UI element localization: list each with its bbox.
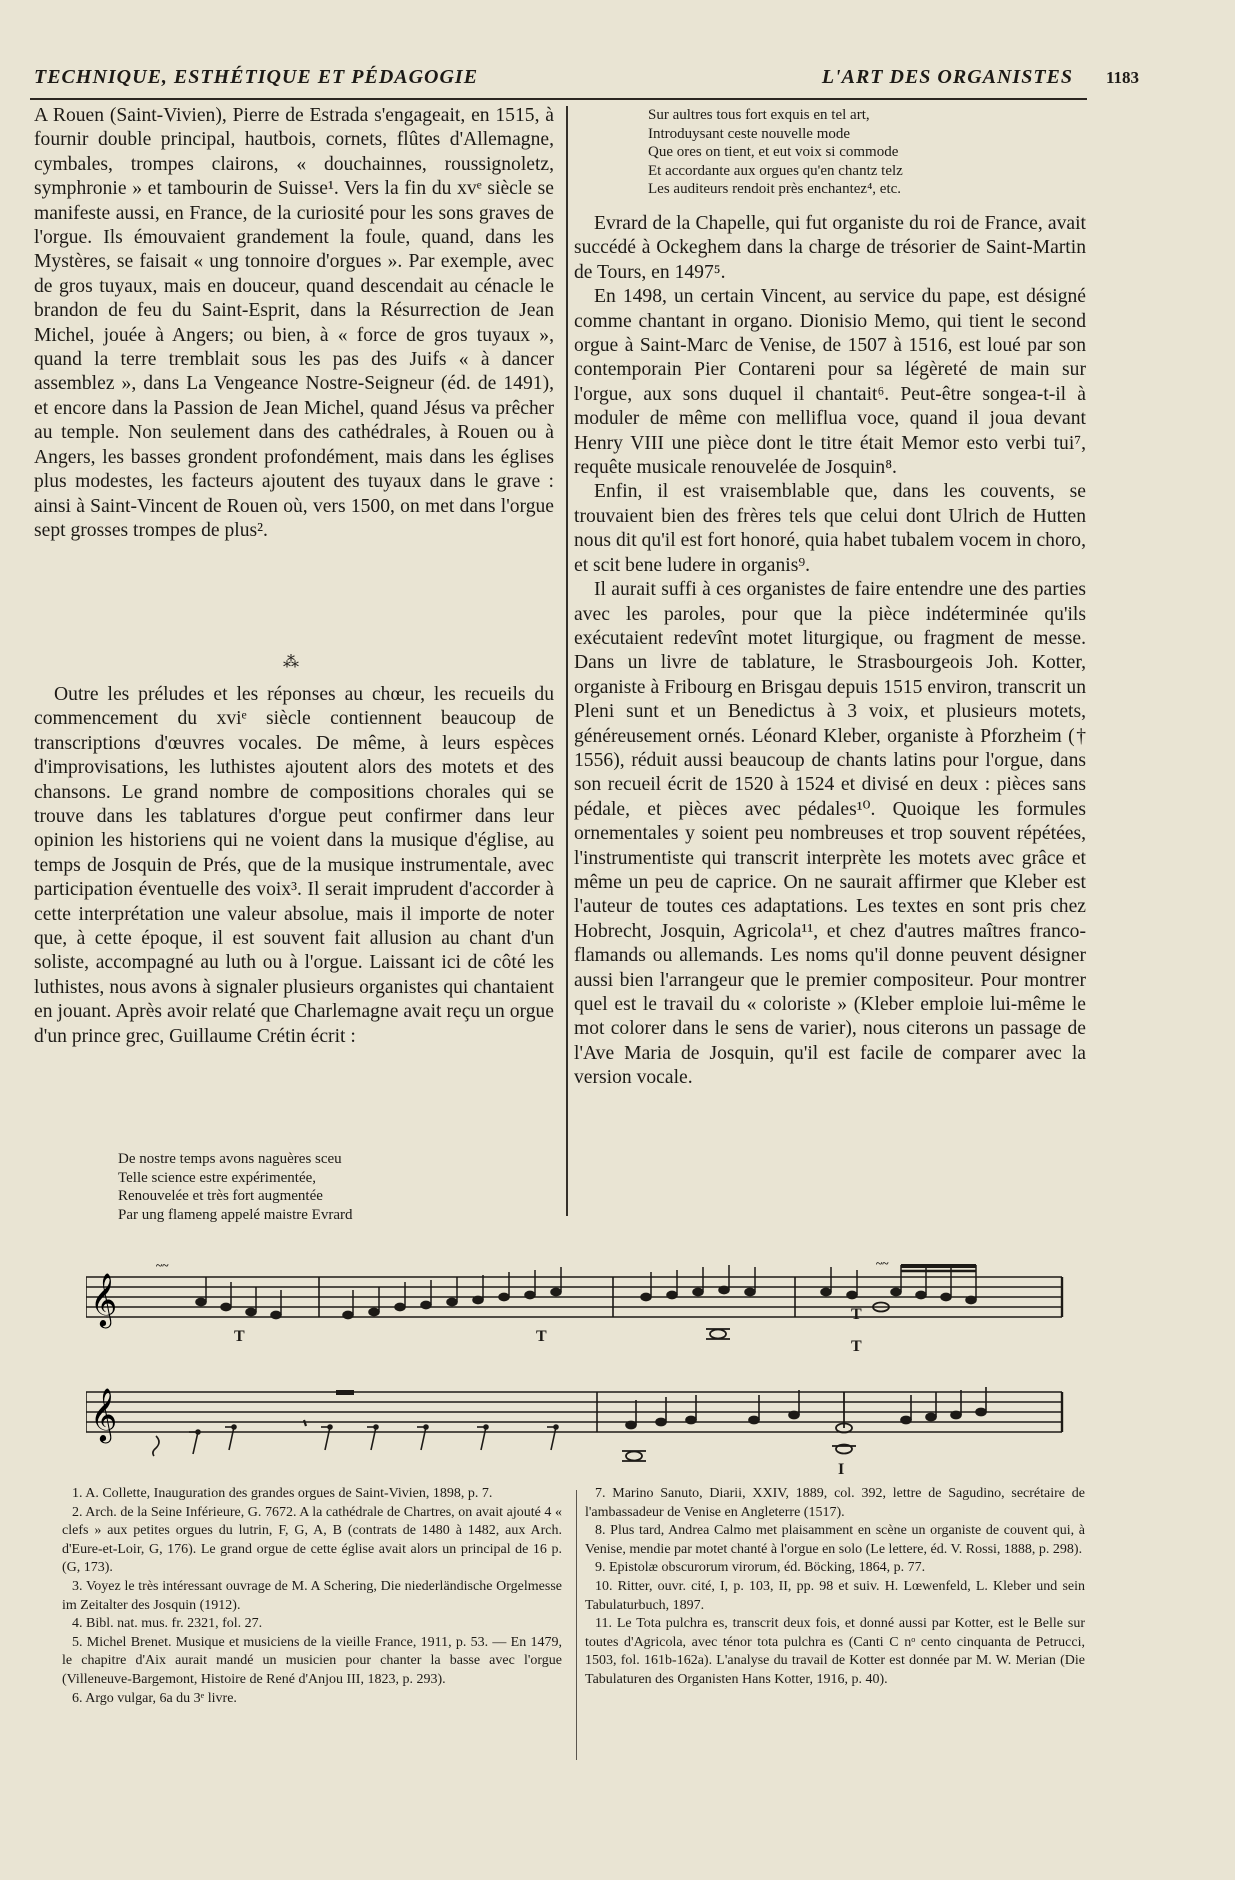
footnote: 9. Epistolæ obscurorum virorum, éd. Böcking, 1864, p. 77. [595,1560,926,1576]
left-column-lower [34,683,554,1049]
treble-clef-icon: 𝄞 [90,1272,118,1326]
footnote: 3. Voyez le très intéressant ouvrage de M. A Schering, Die niederländische Orgelmesse im Zeitalter des Josquin (1912). [62,1578,562,1613]
footnote: 10. Ritter, ouvr. cité, I, p. 103, II, pp. 98 et suiv. H. Lœwenfeld, L. Kleber und sein Tabulaturbuch, 1897. [585,1578,1085,1613]
treble-clef-icon: 𝄞 [90,1387,118,1441]
footnote: 11. Le Tota pulchra es, transcrit deux fois, et donné aussi par Kotter, est le Belle sur toutes d'Agricola, avec ténor tota pulchra es (Canti C nᵒ cento cinquanta de Petrucci, 1503, fol. 161b-162a). L'analyse du travail de Kotter est donnée par M. W. Merian (Die Tabulaturen des Organisten Hans Kotter, 1916, p. 40). [585,1616,1085,1687]
right-paragraph-3: Enfin, il est vraisemblable que, dans les couvents, se trouvaient bien des frères tels que celui dont Ulrich de Hutten nous dit qu'il est fort honoré, quia habet tubalem vocem in choro, et scit bene ludere in organis⁹. [574,481,1086,576]
poem-line: Les auditeurs rendoit près enchantez⁴, etc. [648,181,902,197]
footnotes-right [585,1485,1085,1690]
header-left-title: TECHNIQUE, ESTHÉTIQUE ET PÉDAGOGIE [34,66,479,88]
left-column [34,104,554,543]
right-paragraph-4: Il aurait suffi à ces organistes de faire entendre une des parties avec les paroles, pour que la pièce indéterminée qu'ils exécutaient redevînt motet liturgique, ou fragment de messe. Dans un livre de tablature, le Strasbourgeois Joh. Kotter, organiste à Fribourg en Brisgau depuis 1515 environ, transcrit un Pleni sunt et un Benedictus à 3 voix, et plusieurs motets, généreusement ornés. Léonard Kleber, organiste à Pforzheim († 1556), réduit aussi beaucoup de chants latins pour l'orgue, dans son recueil écrit de 1520 à 1524 et divisé en deux : pièces sans pédale, et pièces avec pédales¹⁰. Quoique les formules ornementales y soient peu nombreuses et trop souvent répétées, l'instrumentiste qui transcrit interprète les motets avec grâce et même un peu de caprice. On ne saurait affirmer que Kleber est l'auteur de toutes ces adaptations. Les textes en sont pris chez Hobrecht, Josquin, Agricola¹¹, et chez d'autres maîtres franco-flamands ou allemands. Les noms qu'il donne peuvent désigner aussi bien l'arrangeur que le premier compositeur. Pour montrer quel est le travail du « coloriste » (Kleber emploie lui-même le mot colorer dans le sens de varier), nous citerons un passage de l'Ave Maria de Josquin, qu'il est facile de comparer avec la version vocale. [574,579,1086,1089]
poem-line: Que ores on tient, et eut voix si commode [648,144,899,160]
footnote-divider [576,1490,577,1760]
column-divider [566,106,568,1216]
footnote: 6. Argo vulgar, 6a du 3ᵉ livre. [72,1690,237,1706]
left-poem [118,1150,538,1224]
right-poem [648,106,1068,199]
right-paragraph-2: En 1498, un certain Vincent, au service du pape, est désigné comme chantant in organo. Dionisio Memo, qui tient le second orgue à Saint-Marc de Venise, de 1507 à 1516, est loué par son contemporain Pier Contareni pour sa légèreté de main sur l'orgue, aux sons duquel il chantait⁶. Peut-être songea-t-il à moduler de même con melliflua voce, quand il joua devant Henry VIII une pièce dont le titre était Memor esto verbi tui⁷, requête musicale renouvelée de Josquin⁸. [574,286,1086,479]
footnote: 2. Arch. de la Seine Inférieure, G. 7672. A la cathédrale de Chartres, on avait ajouté 4 « clefs » aux petites orgues du lutrin, F, G, A, B (contrats de 1480 à 1482, aux Arch. d'Eure-et-Loir, G, 176). Le grand orgue de cette église avait alors un principal de 16 p. (G, 173). [62,1504,562,1576]
header-right-title: L'ART DES ORGANISTES [821,66,1073,88]
poem-line: Renouvelée et très fort augmentée [118,1188,323,1204]
poem-line: Par ung flameng appelé maistre Evrard [118,1206,353,1223]
running-header [30,64,1139,100]
right-column [574,212,1086,1091]
section-separator: ⁂ [283,654,299,671]
footnote: 8. Plus tard, Andrea Calmo met plaisamment en scène un organiste de couvent qui, à Venise, mendie par motet chanté à l'orgue en solo (Le lettere, éd. V. Rossi, 1888, p. 298). [585,1523,1085,1557]
poem-line: Et accordante aux orgues qu'en chantz telz [648,162,903,179]
whole-rest [336,1390,354,1395]
music-staff-2 [86,1370,1066,1480]
tenor-mark: T [234,1328,245,1345]
poem-line: Introduysant ceste nouvelle mode [648,125,851,142]
poem-line: Sur aultres tous fort exquis en tel art, [648,107,870,123]
footnote: 4. Bibl. nat. mus. fr. 2321, fol. 27. [72,1616,263,1632]
poem-line: De nostre temps avons naguères sceu [118,1151,342,1167]
page-number: 1183 [1105,68,1139,87]
footnotes-left [62,1485,562,1708]
ornament-mark: ~~ [876,1256,889,1270]
footnote: 1. A. Collette, Inauguration des grandes orgues de Saint-Vivien, 1898, p. 7. [72,1486,493,1501]
tenor-mark: T [851,1306,862,1323]
tenor-mark: T [536,1328,547,1345]
music-staff-1 [86,1255,1066,1365]
tenor-mark: I [838,1461,845,1478]
left-paragraph-2: Outre les préludes et les réponses au chœur, les recueils du commencement du xviᵉ siècle contiennent beaucoup de transcriptions d'œuvres vocales. De même, à leurs espèces d'improvisations, les luthistes ajoutent alors des motets et des chansons. Le grand nombre de compositions chorales qui se trouve dans les tablatures d'orgue peut confirmer dans leur opinion les historiens qui ne voient dans la musique d'église, au temps de Josquin de Prés, que de la musique instrumentale, avec participation éventuelle des voix³. Il serait imprudent d'accorder à cette interprétation une valeur absolue, mais il importe de noter que, à cette époque, il est souvent fait allusion au chant d'un soliste, accompagné au luth ou à l'orgue. Laissant ici de côté les luthistes, nous avons à signaler plusieurs organistes qui chantaient en jouant. Après avoir relaté que Charlemagne avait reçu un orgue d'un prince grec, Guillaume Crétin écrit : [34,684,554,1047]
ornament-mark: ~~ [156,1258,169,1272]
footnote: 7. Marino Sanuto, Diarii, XXIV, 1889, col. 392, lettre de Sagudino, secrétaire de l'ambassadeur de Venise en Angleterre (1517). [585,1486,1085,1520]
right-paragraph-1: Evrard de la Chapelle, qui fut organiste du roi de France, avait succédé à Ockeghem dans la charge de trésorier de Saint-Martin de Tours, en 1497⁵. [574,213,1086,283]
left-paragraph-1: A Rouen (Saint-Vivien), Pierre de Estrada s'engageait, en 1515, à fournir double principal, hautbois, cornets, flûtes d'Allemagne, cymbales, trompes clairons, « douchainnes, roussignoletz, symphronie » et tambourin de Suisse¹. Vers la fin du xvᵉ siècle se manifeste aussi, en France, de la curiosité pour les sons graves de l'orgue. Ils émouvaient grandement la foule, quand, dans les Mystères, se faisait « ung tonnoire d'orgues ». Par exemple, avec de gros tuyaux, mais en douceur, quand descendait au cénacle le brandon de feu du Saint-Esprit, dans la Résurrection de Jean Michel, jouée à Angers; ou bien, à « force de gros tuyaux », quand la terre tremblait sous les pas des Juifs « à dancer assemblez », dans La Vengeance Nostre-Seigneur (éd. de 1491), et encore dans la Passion de Jean Michel, quand Jésus va prêcher au temple. Non seulement dans des cathédrales, à Rouen ou à Angers, les basses grondent profondément, mais dans les églises plus modestes, les facteurs ajoutent des tuyaux dans le grave : ainsi à Saint-Vincent de Rouen où, vers 1500, on met dans l'orgue sept grosses trompes de plus². [34,105,554,541]
footnote: 5. Michel Brenet. Musique et musiciens de la vieille France, 1911, p. 53. — En 1479, le chapitre d'Aix aurait mandé un musicien pour chanter la basse avec l'orgue (Villeneuve-Bargemont, Histoire de René d'Anjou III, 1823, p. 293). [62,1634,562,1687]
tenor-mark: T [851,1338,862,1355]
poem-line: Telle science estre expérimentée, [118,1169,317,1186]
